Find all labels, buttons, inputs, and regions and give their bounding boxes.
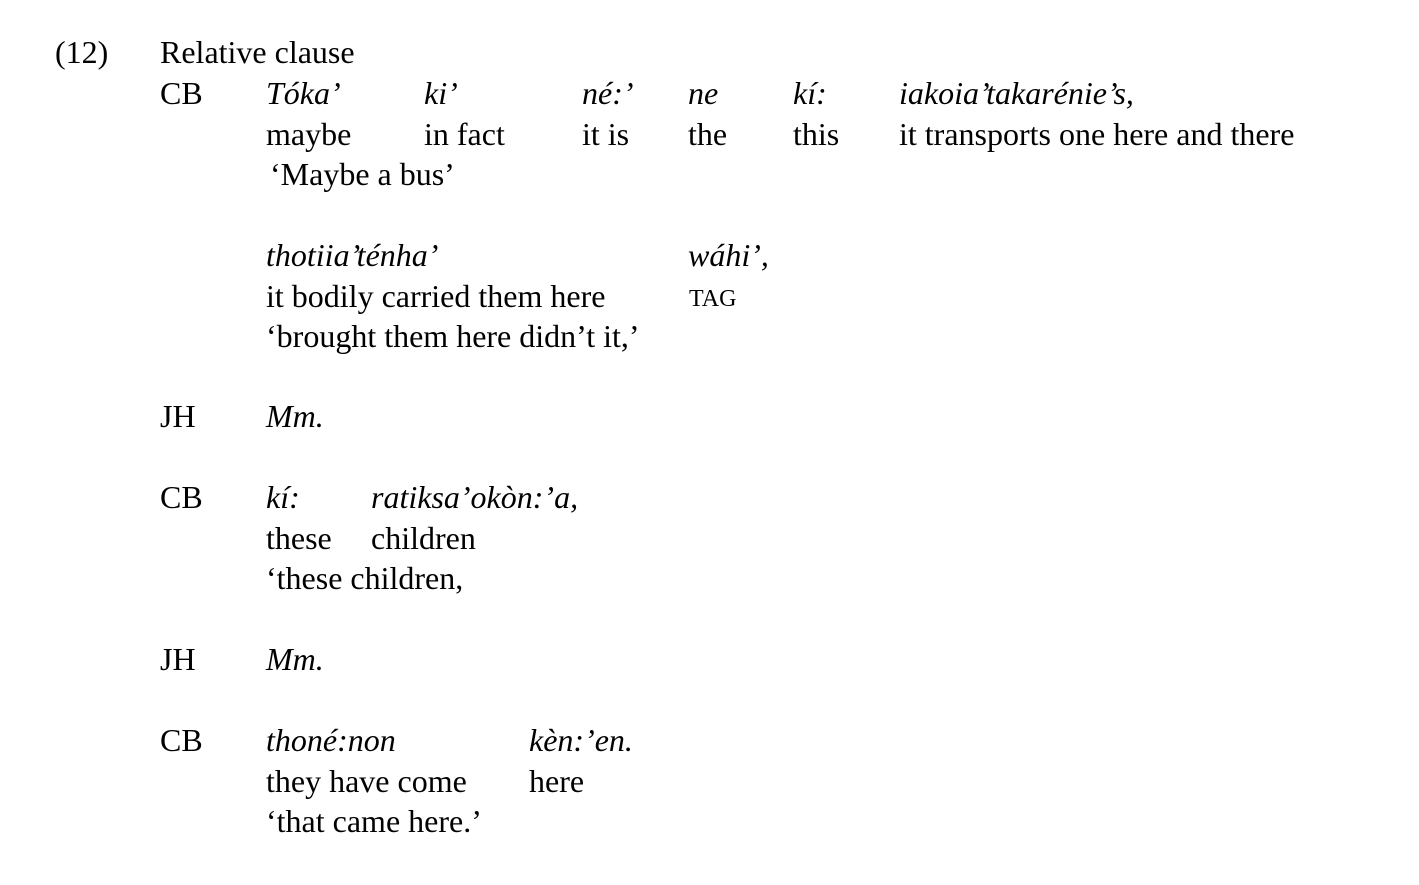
- word-form: né:’: [582, 75, 634, 111]
- word-form: ki’: [424, 75, 458, 111]
- speaker-label: CB: [160, 75, 203, 111]
- word-gloss: it transports one here and there: [899, 116, 1295, 152]
- word-gloss: this: [793, 116, 840, 152]
- free-translation: ‘brought them here didn’t it,’: [266, 318, 640, 354]
- example-number: (12): [55, 34, 109, 70]
- word-gloss: it bodily carried them here: [266, 278, 606, 314]
- word-gloss: here: [529, 763, 585, 799]
- word-form: kí:: [266, 479, 300, 515]
- word-gloss: maybe: [266, 116, 352, 152]
- speaker-label: CB: [160, 479, 203, 515]
- word-form: ratiksa’okòn:’a,: [371, 479, 579, 515]
- word-gloss: the: [688, 116, 728, 152]
- example-title: Relative clause: [160, 34, 355, 70]
- word-gloss: in fact: [424, 116, 505, 152]
- speaker-label: JH: [160, 641, 196, 677]
- word-gloss: children: [371, 520, 476, 556]
- word-gloss: TAG: [689, 286, 737, 312]
- word-form: Tóka’: [266, 75, 341, 111]
- free-translation: ‘that came here.’: [266, 803, 482, 839]
- word-gloss: it is: [582, 116, 630, 152]
- word-form: Mm.: [266, 398, 324, 434]
- word-form: kí:: [793, 75, 827, 111]
- word-form: kèn:’en.: [529, 722, 633, 758]
- word-form: iakoia’takarénie’s,: [899, 75, 1134, 111]
- word-form: thotiia’ténha’: [266, 237, 439, 273]
- word-form: thoné:non: [266, 722, 396, 758]
- speaker-label: CB: [160, 722, 203, 758]
- free-translation: ‘Maybe a bus’: [270, 156, 455, 192]
- word-form: Mm.: [266, 641, 324, 677]
- word-gloss: these: [266, 520, 332, 556]
- word-form: wáhi’,: [688, 237, 769, 273]
- word-gloss: they have come: [266, 763, 467, 799]
- word-form: ne: [688, 75, 719, 111]
- speaker-label: JH: [160, 398, 196, 434]
- free-translation: ‘these children,: [266, 560, 464, 596]
